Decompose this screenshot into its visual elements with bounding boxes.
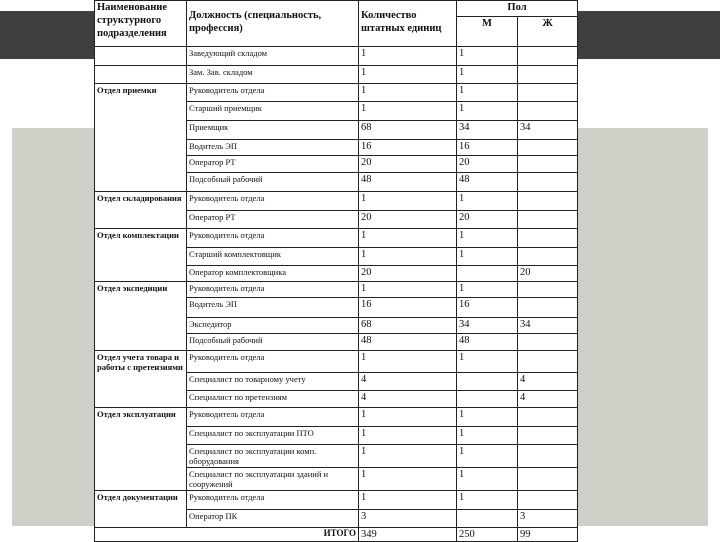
count-cell: 48 (359, 173, 457, 192)
unit-cell: Отдел эксплуатации (95, 408, 187, 491)
position-cell: Оператор РТ (187, 156, 359, 173)
male-cell (457, 373, 518, 391)
table-row (95, 408, 578, 427)
male-cell: 1 (457, 248, 518, 266)
position-cell: Оператор РТ (187, 211, 359, 229)
male-cell: 16 (457, 140, 518, 156)
male-cell: 1 (457, 427, 518, 445)
count-cell: 20 (359, 266, 457, 282)
female-cell (518, 140, 578, 156)
count-cell: 68 (359, 121, 457, 140)
female-cell (518, 156, 578, 173)
female-cell: 34 (518, 121, 578, 140)
female-cell: 4 (518, 373, 578, 391)
header-unit: Наименование структурного подразделения (95, 1, 187, 47)
position-cell: Оператор ПК (187, 510, 359, 528)
table-row (95, 47, 578, 66)
male-cell: 16 (457, 298, 518, 318)
count-cell: 1 (359, 445, 457, 468)
unit-cell (95, 47, 187, 66)
total-label: ИТОГО (95, 528, 359, 542)
female-cell (518, 102, 578, 121)
female-cell (518, 66, 578, 84)
female-cell (518, 298, 578, 318)
count-cell: 1 (359, 47, 457, 66)
position-cell: Подсобный рабочий (187, 173, 359, 192)
count-cell: 1 (359, 229, 457, 248)
position-cell: Приемщик (187, 121, 359, 140)
male-cell: 1 (457, 491, 518, 510)
total-male: 250 (457, 528, 518, 542)
count-cell: 20 (359, 211, 457, 229)
count-cell: 1 (359, 66, 457, 84)
unit-cell: Отдел складирования (95, 192, 187, 229)
count-cell: 1 (359, 192, 457, 211)
count-cell: 1 (359, 427, 457, 445)
male-cell: 34 (457, 121, 518, 140)
table-row (95, 282, 578, 298)
female-cell (518, 408, 578, 427)
male-cell: 1 (457, 468, 518, 491)
count-cell: 48 (359, 334, 457, 351)
unit-cell: Отдел документации (95, 491, 187, 528)
count-cell: 1 (359, 408, 457, 427)
male-cell: 20 (457, 211, 518, 229)
male-cell: 48 (457, 334, 518, 351)
female-cell: 20 (518, 266, 578, 282)
staffing-table (94, 0, 578, 542)
table-row (95, 491, 578, 510)
position-cell: Специалист по эксплуатации ПТО (187, 427, 359, 445)
position-cell: Руководитель отдела (187, 229, 359, 248)
female-cell (518, 445, 578, 468)
male-cell: 1 (457, 351, 518, 373)
female-cell (518, 427, 578, 445)
table-row (95, 66, 578, 84)
position-cell: Водитель ЭП (187, 140, 359, 156)
unit-cell: Отдел приемки (95, 84, 187, 192)
male-cell: 34 (457, 318, 518, 334)
female-cell: 3 (518, 510, 578, 528)
count-cell: 1 (359, 248, 457, 266)
male-cell: 1 (457, 445, 518, 468)
female-cell (518, 84, 578, 102)
total-count: 349 (359, 528, 457, 542)
unit-cell: Отдел экспедиции (95, 282, 187, 351)
male-cell: 20 (457, 156, 518, 173)
male-cell (457, 510, 518, 528)
female-cell (518, 334, 578, 351)
position-cell: Подсобный рабочий (187, 334, 359, 351)
count-cell: 1 (359, 491, 457, 510)
female-cell: 34 (518, 318, 578, 334)
male-cell: 1 (457, 102, 518, 121)
position-cell: Специалист по товарному учету (187, 373, 359, 391)
total-female: 99 (518, 528, 578, 542)
count-cell: 20 (359, 156, 457, 173)
count-cell: 4 (359, 391, 457, 408)
male-cell: 1 (457, 66, 518, 84)
count-cell: 3 (359, 510, 457, 528)
position-cell: Старший приемщик (187, 102, 359, 121)
position-cell: Оператор комплектовщика (187, 266, 359, 282)
table-row (95, 192, 578, 211)
position-cell: Руководитель отдела (187, 351, 359, 373)
count-cell: 16 (359, 140, 457, 156)
count-cell: 1 (359, 84, 457, 102)
female-cell (518, 211, 578, 229)
position-cell: Руководитель отдела (187, 192, 359, 211)
count-cell: 68 (359, 318, 457, 334)
position-cell: Руководитель отдела (187, 408, 359, 427)
header-count: Количество штатных единиц (359, 1, 457, 47)
female-cell (518, 248, 578, 266)
female-cell (518, 468, 578, 491)
female-cell: 4 (518, 391, 578, 408)
header-male: М (457, 17, 518, 47)
table-row (95, 84, 578, 102)
female-cell (518, 282, 578, 298)
position-cell: Специалист по претензиям (187, 391, 359, 408)
male-cell (457, 391, 518, 408)
position-cell: Водитель ЭП (187, 298, 359, 318)
count-cell: 1 (359, 468, 457, 491)
unit-cell: Отдел учета товара и работы с претензиями (95, 351, 187, 408)
position-cell: Руководитель отдела (187, 282, 359, 298)
female-cell (518, 229, 578, 248)
position-cell: Специалист по эксплуатации зданий и сооружений (187, 468, 359, 491)
male-cell: 1 (457, 84, 518, 102)
count-cell: 4 (359, 373, 457, 391)
position-cell: Специалист по эксплуатации комп. оборудования (187, 445, 359, 468)
header-gender: Пол (457, 1, 578, 17)
female-cell (518, 47, 578, 66)
table-row (95, 229, 578, 248)
count-cell: 1 (359, 351, 457, 373)
position-cell: Экспедитор (187, 318, 359, 334)
position-cell: Руководитель отдела (187, 491, 359, 510)
female-cell (518, 173, 578, 192)
position-cell: Заведующий складом (187, 47, 359, 66)
position-cell: Зам. Зав. складом (187, 66, 359, 84)
unit-cell: Отдел комплектации (95, 229, 187, 282)
total-row (95, 528, 578, 542)
male-cell (457, 266, 518, 282)
count-cell: 1 (359, 282, 457, 298)
position-cell: Руководитель отдела (187, 84, 359, 102)
table-row (95, 351, 578, 373)
count-cell: 16 (359, 298, 457, 318)
header-female: Ж (518, 17, 578, 47)
document-sheet (94, 0, 577, 540)
male-cell: 48 (457, 173, 518, 192)
unit-cell (95, 66, 187, 84)
female-cell (518, 491, 578, 510)
table-body (95, 47, 578, 542)
position-cell: Старший комплектовщик (187, 248, 359, 266)
male-cell: 1 (457, 229, 518, 248)
male-cell: 1 (457, 282, 518, 298)
male-cell: 1 (457, 408, 518, 427)
female-cell (518, 351, 578, 373)
male-cell: 1 (457, 47, 518, 66)
count-cell: 1 (359, 102, 457, 121)
header-position: Должность (специальность, профессия) (187, 1, 359, 47)
female-cell (518, 192, 578, 211)
male-cell: 1 (457, 192, 518, 211)
